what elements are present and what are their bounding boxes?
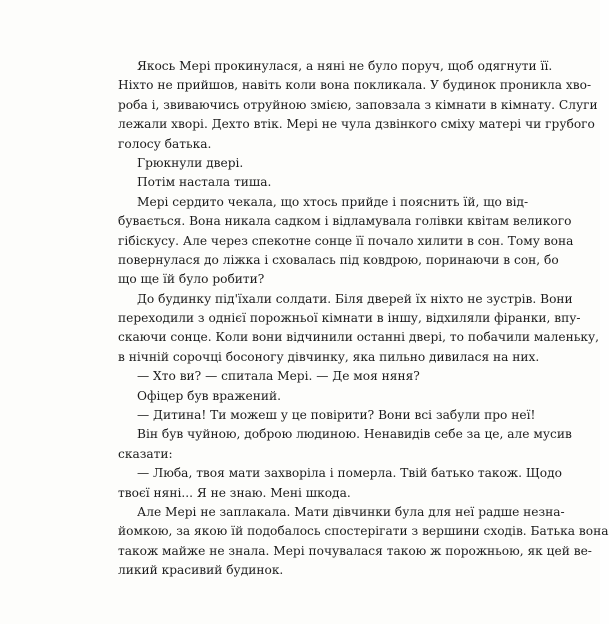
text-line: — Люба, твоя мати захворіла і померла. Твій батько також. Щодо <box>137 466 562 481</box>
text-line: Якось Мері прокинулася, а няні не було поруч, щоб одягнути її. <box>137 59 553 73</box>
text-line: Грюкнули двері. <box>137 155 244 170</box>
text-line: голосу батька. <box>118 136 212 151</box>
text-line: — Дитина! Ти можеш у це повірити? Вони всі забули про неї! <box>137 408 536 423</box>
text-line: лежали хворі. Дехто втік. Мері не чула дзвінкого сміху матері чи грубого <box>118 117 595 132</box>
text-line: повернулася до ліжка і сховалась під ковдрою, поринаючи в сон, бо <box>118 252 559 267</box>
body-text <box>118 57 609 581</box>
text-line: скаючи сонце. Коли вони відчинили останні двері, то побачили маленьку, <box>118 330 599 345</box>
text-line: що ще їй було робити? <box>118 272 265 287</box>
text-line: До будинку під'їхали солдати. Біля дверей їх ніхто не зустрів. Вони <box>137 291 573 306</box>
text-line: Він був чуйною, доброю людиною. Ненавидів себе за це, але мусив <box>137 427 572 442</box>
text-line: Потім настала тиша. <box>137 175 272 190</box>
text-line: сказати: <box>118 446 173 461</box>
text-line: Мері сердито чекала, що хтось прийде і пояснить їй, що від- <box>137 194 529 209</box>
text-line: в нічній сорочці босоногу дівчинку, яка пильно дивилася на них. <box>118 349 540 364</box>
text-line: Офіцер був вражений. <box>137 388 281 403</box>
text-line: також майже не знала. Мері почувалася такою ж порожньою, як цей ве- <box>118 543 592 558</box>
text-line: Але Мері не заплакала. Мати дівчинки була для неї радше незна- <box>137 504 565 519</box>
text-line: гібіскусу. Але через спекотне сонце її почало хилити в сон. Тому вона <box>118 233 574 248</box>
text-line: твоєї няні... Я не знаю. Мені шкода. <box>118 485 351 500</box>
text-line: ликий красивий будинок. <box>118 563 284 578</box>
text-line: бувається. Вона никала садком і відламувала голівки квітам великого <box>118 214 572 229</box>
text-line: — Хто ви? — спитала Мері. — Де моя няня? <box>137 369 420 384</box>
text-line: Ніхто не прийшов, навіть коли вона покликала. У будинок проникла хво- <box>118 78 592 93</box>
text-line: переходили з однієї порожньої кімнати в іншу, відхиляли фіранки, впу- <box>118 311 581 326</box>
text-line: йомкою, за якою їй подобалось спостерігати з вершини сходів. Батька вона <box>118 524 609 539</box>
text-line: роба і, звиваючись отруйною змією, заповзала з кімнати в кімнату. Слуги <box>118 97 598 112</box>
